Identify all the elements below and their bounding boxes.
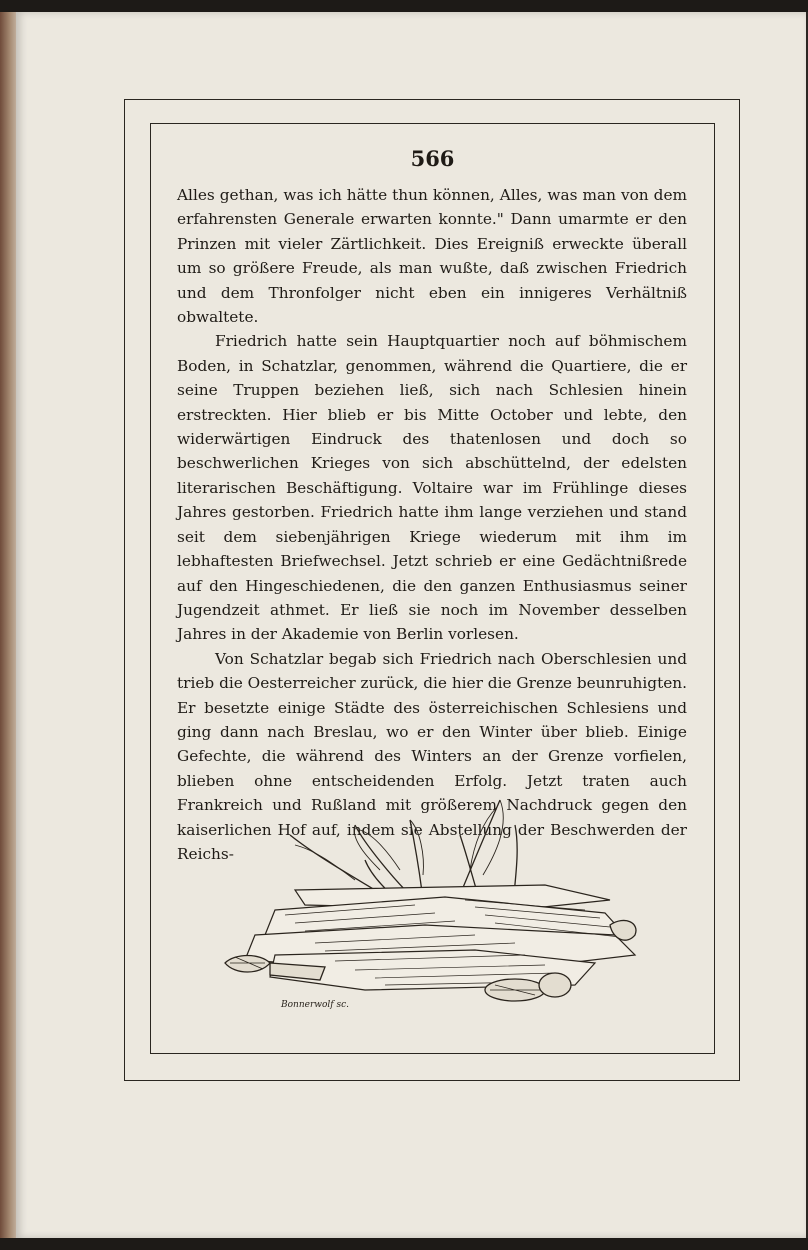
scan-top-edge — [0, 0, 808, 12]
engraver-signature: Bonnerwolf sc. — [281, 1000, 349, 1010]
paragraph-2: Friedrich hatte sein Hauptquartier noch auf böhmischem Boden, in Schatzlar, genommen, während die Quartiere, die er seine Truppen beziehen ließ, sich nach Schlesien hinein erstreckten. Hier blieb er bis Mitte October und lebte, den widerwärtigen Eindruck des thatenlosen und doch so beschwerlichen Krieges von sich abschüttelnd, der edelsten literarischen Beschäftigung. Voltaire war im Frühlinge dieses Jahres gestorben. Friedrich hatte ihm lange verziehen und stand seit dem siebenjährigen Kriege wiederum mit ihm im lebhaftesten Briefwechsel. Jetzt schrieb er eine Gedächtnißrede auf den Hingeschiedenen, die den ganzen Enthusiasmus seiner Jugendzeit athmet. Er ließ sie noch im November desselben Jahres in der Akademie von Berlin vorlesen. — [177, 332, 687, 644]
papers-and-quills-illustration — [215, 785, 655, 1020]
page-number: 566 — [410, 146, 455, 171]
paragraph-1: Alles gethan, was ich hätte thun können, Alles, was man von dem erfahrensten Generale erwarten konnte." Dann umarmte er den Prinzen mit vieler Zärtlichkeit. Dies Ereigniß erweckte überall um so größere Freude, als man wußte, daß zwischen Friedrich und dem Thronfolger nicht eben ein innigeres Verhältniß obwaltete. — [177, 186, 687, 327]
body-text — [177, 183, 687, 866]
scan-bottom-edge — [0, 1238, 808, 1250]
engraving-drawing — [215, 785, 655, 1020]
paragraph-3: Von Schatzlar begab sich Friedrich nach Oberschlesien und trieb die Oesterreicher zurück, die hier die Grenze beunruhigten. Er besetzte einige Städte des österreichischen Schlesiens und ging dann nach Breslau, wo er den Winter über blieb. Einige Gefechte, die während des Winters an der Grenze vorfielen, blieben ohne entscheidenden Erfolg. Jetzt traten auch Frankreich und Rußland mit größerem Nachdruck gegen den kaiserlichen Hof auf, indem sie Abstellung der Beschwerden der Reichs- — [177, 649, 687, 863]
